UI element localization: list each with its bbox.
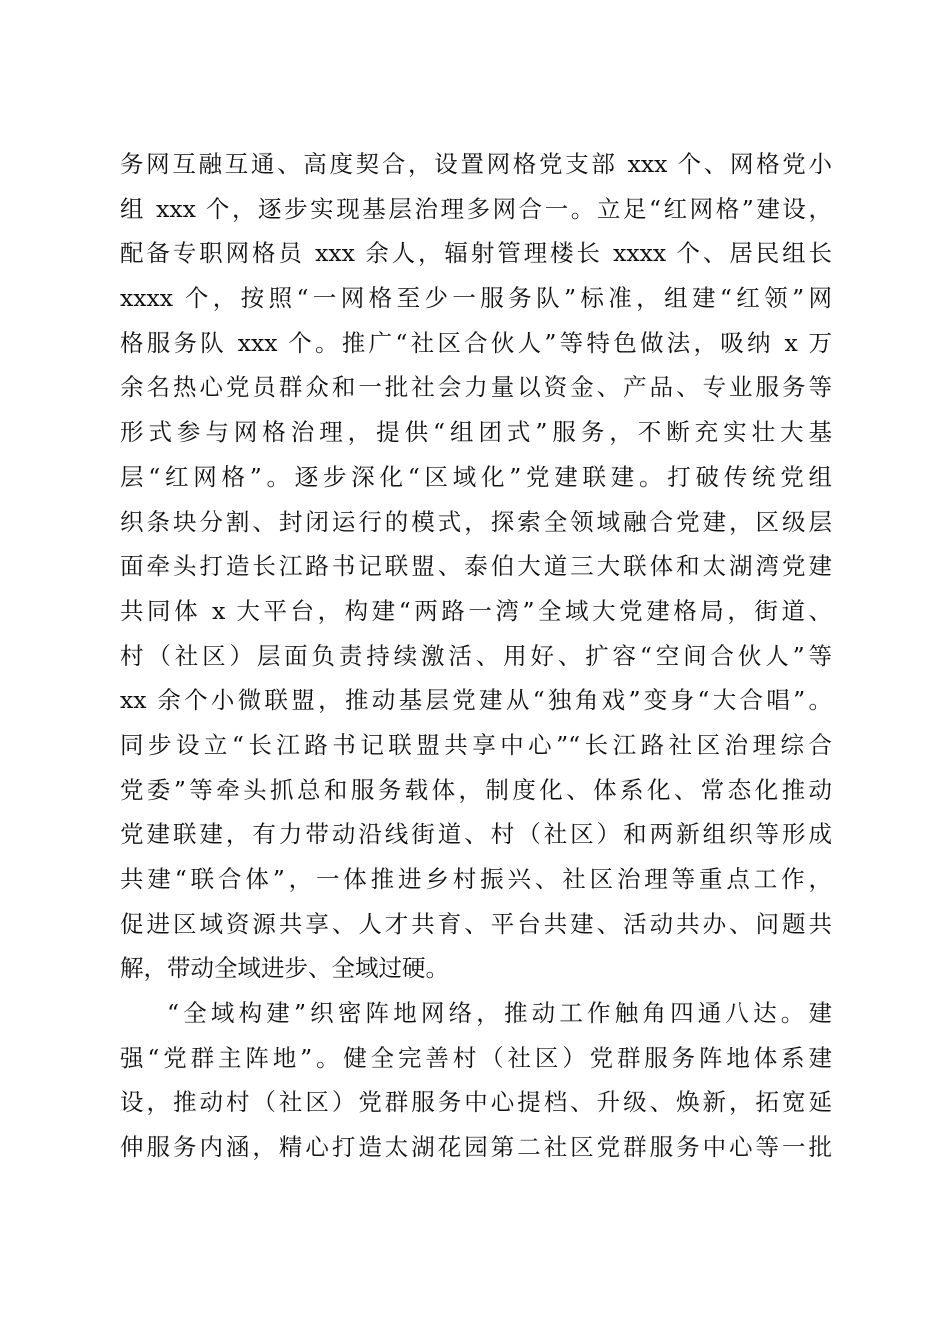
paragraph-1 bbox=[120, 142, 832, 991]
text-line: 面牵头打造长江路书记联盟、泰伯大道三大联体和太湖湾党建 bbox=[120, 552, 832, 581]
text-line: “全域构建”织密阵地网络，推动工作触角四通八达。建 bbox=[167, 999, 832, 1028]
text-line: 共建“联合体”，一体推进乡村振兴、社区治理等重点工作， bbox=[120, 865, 832, 893]
text-line: 同步设立“长江路书记联盟共享中心”“长江路社区治理综合 bbox=[120, 730, 832, 759]
text-line: 设，推动村（社区）党群服务中心提档、升级、焕新，拓宽延 bbox=[120, 1088, 832, 1117]
text-line: 共同体 x 大平台，构建“两路一湾”全域大党建格局，街道、 bbox=[120, 596, 832, 625]
text-line: 伸服务内涵，精心打造太湖花园第二社区党群服务中心等一批 bbox=[120, 1133, 832, 1162]
text-line: 形式参与网格治理，提供“组团式”服务，不断充实壮大基 bbox=[120, 418, 832, 447]
text-line: xxxx 个，按照“一网格至少一服务队”标准，组建“红领”网 bbox=[120, 284, 832, 313]
text-line: 促进区域资源共享、人才共育、平台共建、活动共办、问题共 bbox=[120, 909, 832, 938]
text-line: 党委”等牵头抓总和服务载体，制度化、体系化、常态化推动 bbox=[120, 775, 832, 804]
text-line: 织条块分割、封闭运行的模式，探索全领域融合党建，区级层 bbox=[120, 507, 832, 536]
text-line: 余名热心党员群众和一批社会力量以资金、产品、专业服务等 bbox=[120, 373, 832, 402]
text-line: 强“党群主阵地”。健全完善村（社区）党群服务阵地体系建 bbox=[120, 1043, 832, 1072]
text-line: 务网互融互通、高度契合，设置网格党支部 xxx 个、网格党小 bbox=[120, 150, 832, 178]
text-line: 层“红网格”。逐步深化“区域化”党建联建。打破传统党组 bbox=[120, 462, 832, 491]
text-line: 解，带动全域进步、全域过硬。 bbox=[120, 954, 449, 983]
text-line: xx 余个小微联盟，推动基层党建从“独角戏”变身“大合唱”。 bbox=[120, 686, 832, 715]
paragraph-2 bbox=[120, 991, 832, 1170]
text-line: 组 xxx 个，逐步实现基层治理多网合一。立足“红网格”建设， bbox=[120, 194, 832, 223]
document-body bbox=[120, 142, 832, 1170]
text-line: 党建联建，有力带动沿线街道、村（社区）和两新组织等形成 bbox=[120, 820, 832, 849]
text-line: 格服务队 xxx 个。推广“社区合伙人”等特色做法，吸纳 x 万 bbox=[120, 328, 832, 357]
text-line: 村（社区）层面负责持续激活、用好、扩容“空间合伙人”等 bbox=[120, 641, 832, 670]
text-line: 配备专职网格员 xxx 余人，辐射管理楼长 xxxx 个、居民组长 bbox=[120, 239, 832, 268]
